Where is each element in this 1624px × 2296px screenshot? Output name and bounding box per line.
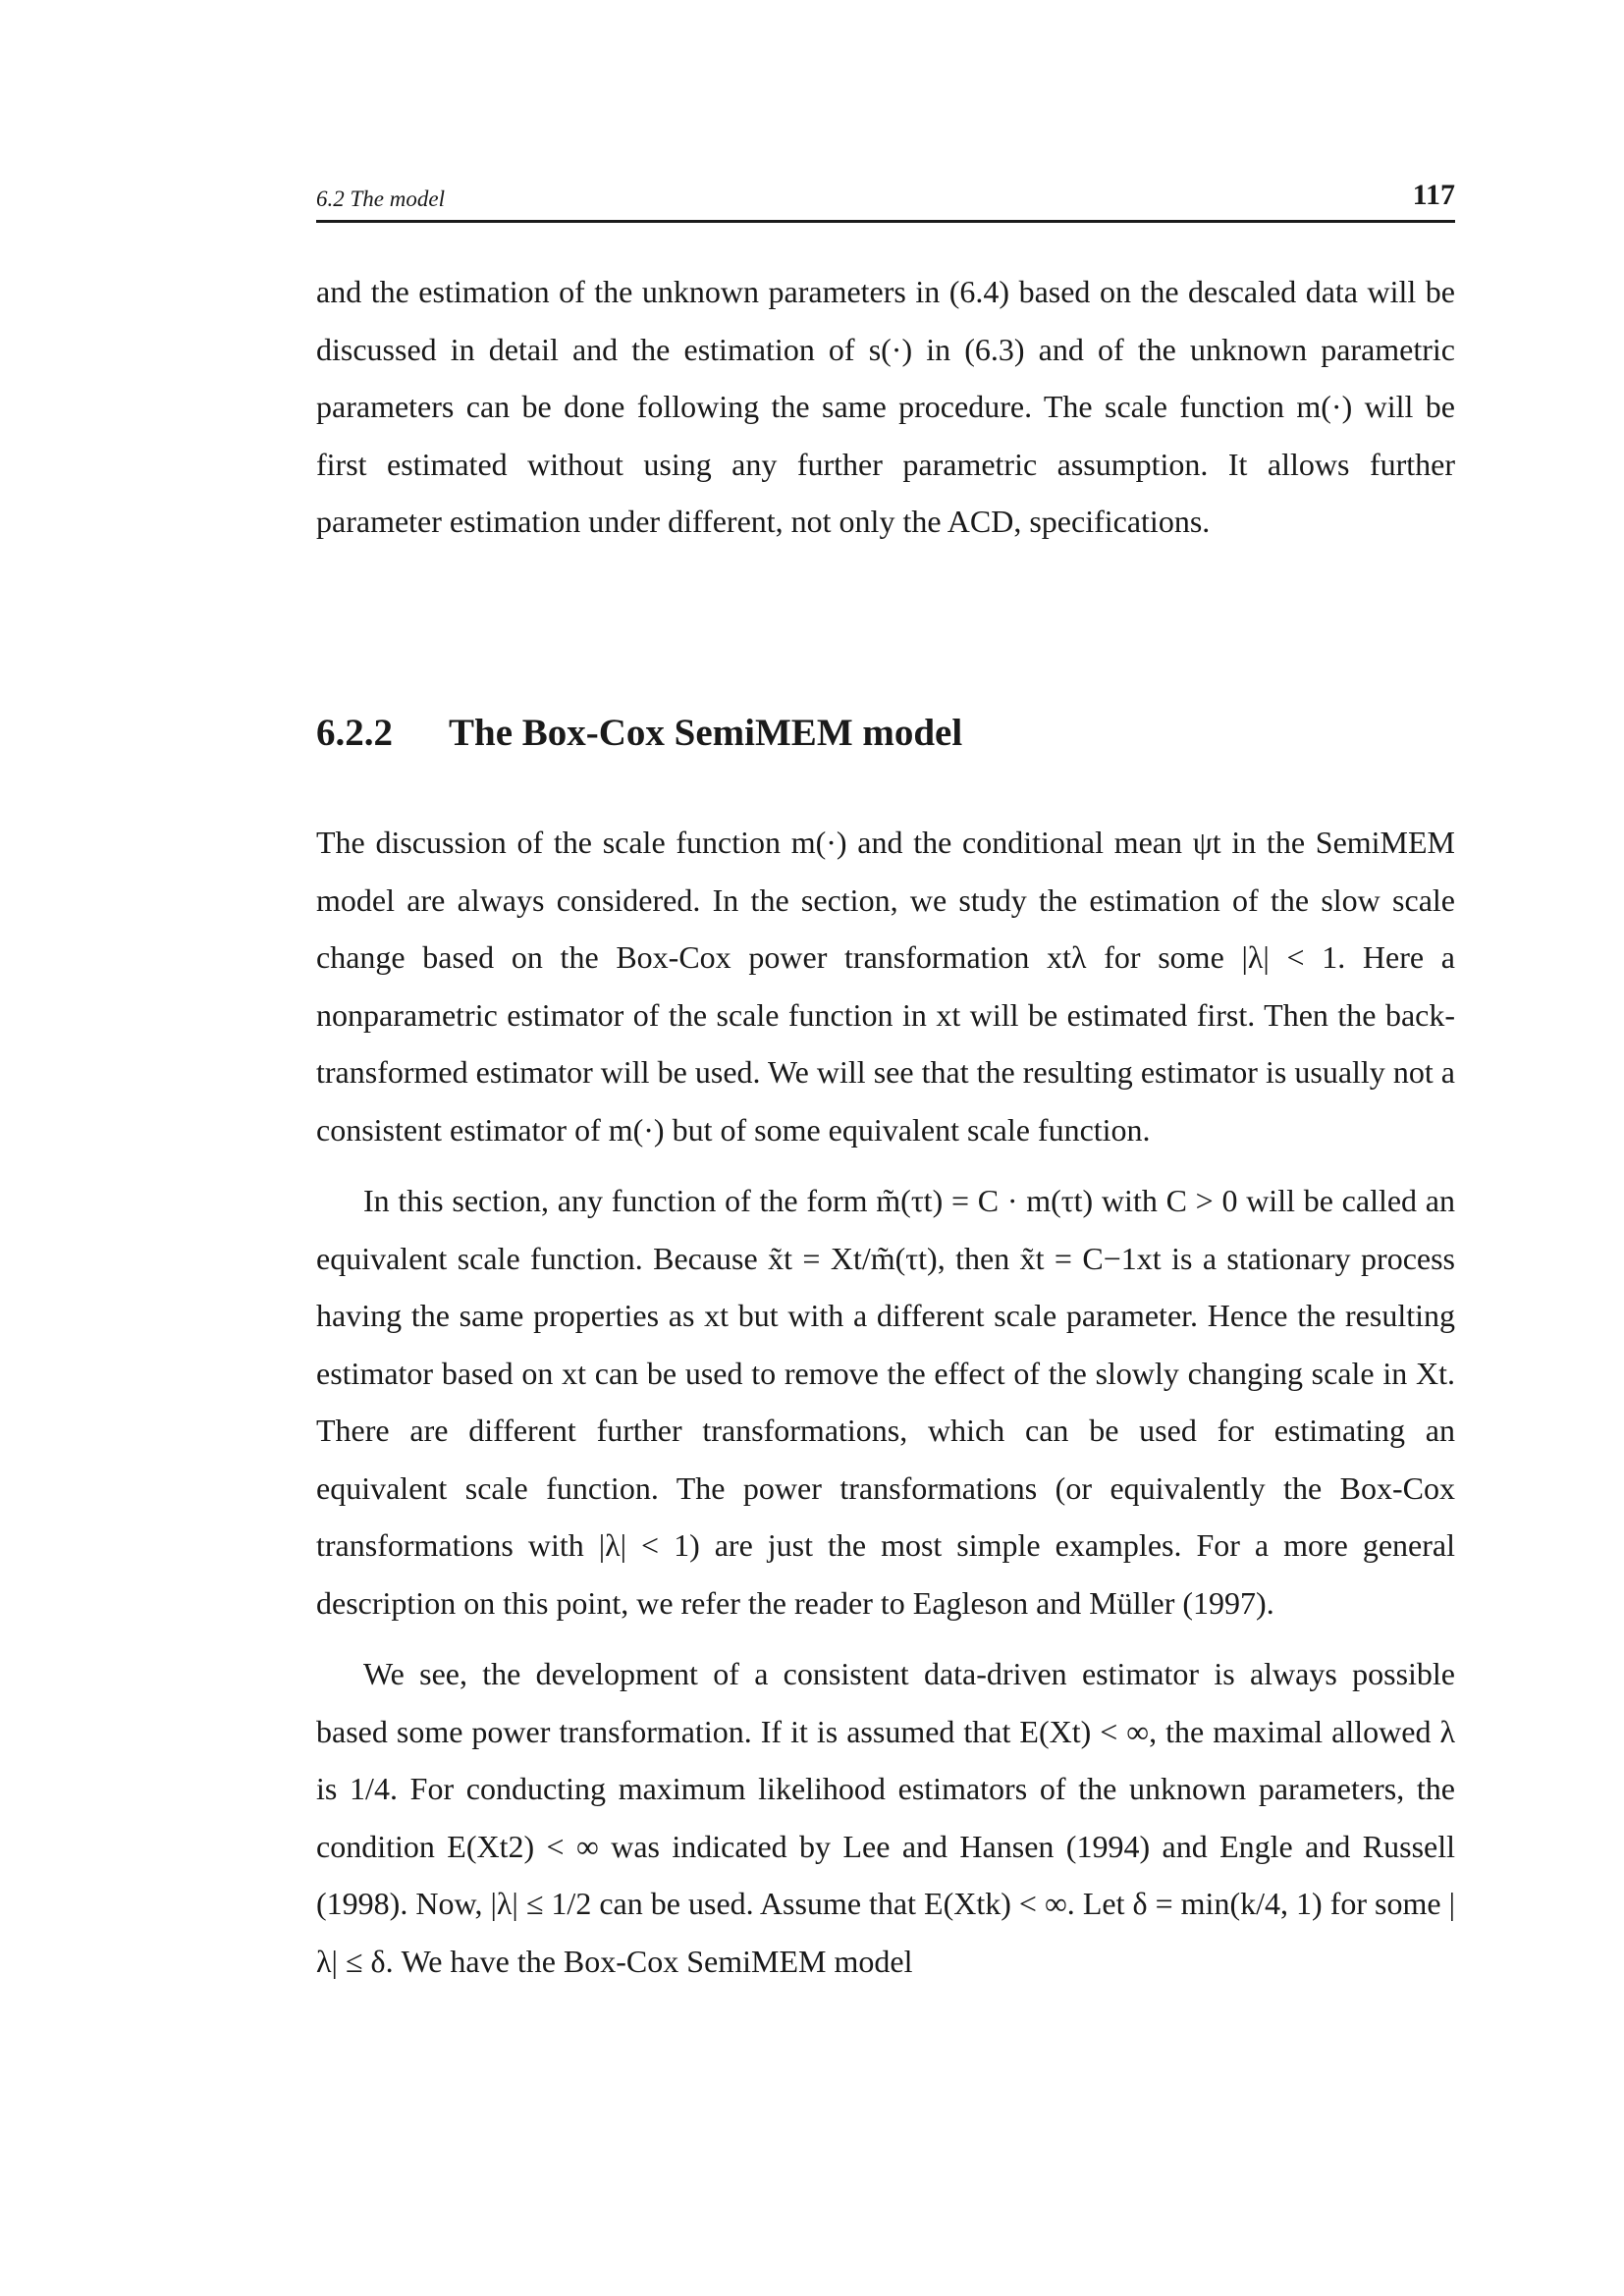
paragraph-scale-discussion: The discussion of the scale function m(·) and the conditional mean ψt in the SemiMEM model are always considered. In the section, we study the estimation of the slow scale change based on the Box-Cox power transformation xtλ for some |λ| < 1. Here a nonparametric estimator of the scale function in xt will be estimated first. Then the back-transformed estimator will be used. We will see that the resulting estimator is usually not a consistent estimator of m(·) but of some equivalent scale function. bbox=[316, 825, 1455, 1148]
paragraph-power-transformation: We see, the development of a consistent data-driven estimator is always possible based some power transformation. If it is assumed that E(Xt) < ∞, the maximal allowed λ is 1/4. For conducting maximum likelihood estimators of the unknown parameters, the condition E(Xt2) < ∞ was indicated by Lee and Hansen (1994) and Engle and Russell (1998). Now, |λ| ≤ 1/2 can be used. Assume that E(Xtk) < ∞. Let δ = min(k/4, 1) for some |λ| ≤ δ. We have the Box-Cox SemiMEM model bbox=[316, 1656, 1455, 1979]
section-number: 6.2.2 bbox=[316, 712, 393, 754]
section-body bbox=[316, 814, 1455, 1990]
page-number: 117 bbox=[1412, 179, 1455, 211]
section-title: The Box-Cox SemiMEM model bbox=[449, 712, 963, 754]
running-header bbox=[316, 177, 1455, 223]
intro-block bbox=[316, 263, 1455, 551]
section-heading bbox=[316, 711, 1455, 755]
paragraph-continuation: and the estimation of the unknown parameters in (6.4) based on the descaled data will be discussed in detail and the estimation of s(·) in (6.3) and of the unknown parametric parameters can be done following the same procedure. The scale function m(·) will be first estimated without using any further parametric assumption. It allows further parameter estimation under different, not only the ACD, specifications. bbox=[316, 274, 1455, 539]
running-title: 6.2 The model bbox=[316, 187, 445, 211]
paragraph-equivalent-scale: In this section, any function of the form m̃(τt) = C · m(τt) with C > 0 will be called an equivalent scale function. Because x̃t = Xt/m̃(τt), then x̃t = C−1xt is a stationary process having the same properties as xt but with a different scale parameter. Hence the resulting estimator based on xt can be used to remove the effect of the slowly changing scale in Xt. There are different further transformations, which can be used for estimating an equivalent scale function. The power transformations (or equivalently the Box-Cox transformations with |λ| < 1) are just the most simple examples. For a more general description on this point, we refer the reader to Eagleson and Müller (1997). bbox=[316, 1183, 1455, 1621]
